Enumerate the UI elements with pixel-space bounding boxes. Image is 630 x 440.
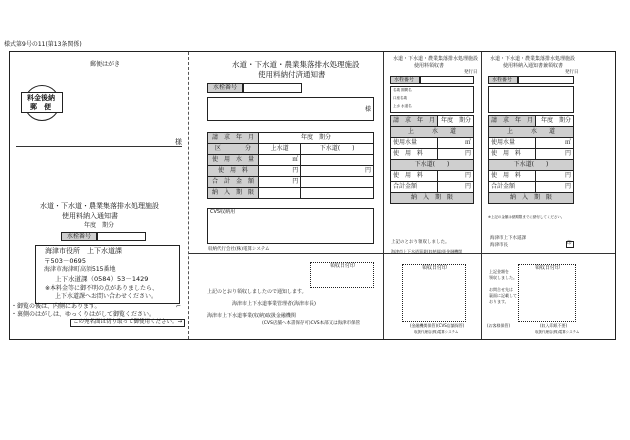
- row-label: 合 計 金 額: [208, 177, 259, 188]
- table-row: [489, 171, 574, 182]
- issuer: 海津市役所 上下水道課: [45, 247, 122, 255]
- pay-stamp-box: [518, 264, 576, 322]
- row-label: 使 用 料: [391, 149, 438, 160]
- slip-small-3: 上水 水道名: [393, 104, 412, 108]
- postcard-label: 郵便はがき: [90, 61, 121, 68]
- row-label: 上 水 道: [391, 127, 474, 138]
- row-value-2: 円: [301, 166, 374, 177]
- table-row: [391, 193, 474, 204]
- paid-note-2: 海津市上下水道事業管理者(海津市長): [232, 301, 316, 307]
- slip-issued: 発行日: [464, 70, 478, 75]
- row-value-2: [301, 188, 374, 199]
- pay-issued: 発行日: [565, 70, 579, 75]
- agent: 収納代行会社(株)電算システム: [208, 247, 270, 252]
- row-label: 使 用 水 量: [208, 155, 259, 166]
- pay-meter-value: [518, 76, 574, 84]
- payee-sub: 海津市長: [490, 243, 508, 248]
- table-row: [391, 171, 474, 182]
- postage-line1: 料金後納: [27, 94, 55, 102]
- row-label: 使用水量: [489, 138, 536, 149]
- cut-notice: この宛名面は切り取って御使用ください。→: [73, 319, 183, 325]
- row-label: 使 用 料: [489, 149, 536, 160]
- notice-period: 年度 期分: [84, 222, 115, 229]
- slip-title-2: 使用料領収書: [414, 63, 445, 69]
- address: 海津市海津町高須515番地: [44, 266, 116, 273]
- row-label: 区 分: [208, 144, 259, 155]
- slip-small-2: 口座名義: [393, 96, 407, 100]
- notice-line2: 上下水道課へお問い合わせください。: [55, 293, 158, 300]
- row-label: 請 求 年 月: [391, 116, 438, 127]
- pay-stamp-note: ※上記の金額は納期限までに納付してください。: [488, 215, 565, 219]
- table-row: [489, 193, 574, 204]
- row-value: ㎥: [259, 155, 301, 166]
- table-row: [489, 138, 574, 149]
- pay-title-2: 使用料納入通知書兼領収書: [503, 63, 564, 69]
- row-value-2: [301, 155, 374, 166]
- row-label: 合計金額: [391, 182, 438, 193]
- row-value: 円: [438, 182, 474, 193]
- table-row: [391, 160, 474, 171]
- slip-received: 上記のとおり領収しました。: [391, 240, 450, 245]
- bullet-2: ・裏側のはがしは、ゆっくりはがして御覧ください。: [11, 311, 155, 318]
- pay-footer-3: 取扱代理店(株)電算システム: [535, 330, 580, 334]
- row-label: 請 求 年 月: [489, 116, 536, 127]
- notice-title-2: 使用料納入通知書: [62, 212, 118, 220]
- pay-receipt-note-4: 裏面に記載して: [489, 293, 517, 298]
- table-row: [208, 166, 374, 177]
- pay-footer-2: (収入印紙不要): [540, 323, 568, 328]
- paid-meter-label: 水栓番号: [213, 84, 238, 91]
- table-row: [391, 138, 474, 149]
- paid-meter-value: [243, 83, 302, 93]
- row-value: 円: [536, 149, 574, 160]
- postcard-sama: 様: [175, 138, 182, 146]
- pay-receipt-note-5: おります。: [489, 299, 509, 304]
- perforation-1: [188, 52, 189, 339]
- table-row: [489, 160, 574, 171]
- row-value: [259, 188, 301, 199]
- row-value-2: [301, 177, 374, 188]
- row-value-2: 下水道( ): [301, 144, 374, 155]
- pay-receipt-note-2: 領収しました。: [489, 275, 517, 280]
- address-line: [16, 146, 182, 147]
- row-label: 使 用 料: [489, 171, 536, 182]
- notice-meter-label: 水栓番号: [67, 233, 92, 240]
- slip-footer: (金融機関保管)(CVS店舗保管): [410, 323, 465, 328]
- slip-footer-2: 取扱代理店(株)電算システム: [414, 330, 459, 334]
- row-value: 年度 期分: [259, 133, 374, 144]
- postal-code: 〒503－0695: [44, 257, 86, 265]
- paid-title-2: 使用料納付済通知書: [258, 70, 326, 79]
- row-label: 請 求 年 月: [208, 133, 259, 144]
- row-label: 使 用 料: [208, 166, 259, 177]
- table-row: [391, 149, 474, 160]
- cvs-label: CVS収納用: [210, 209, 236, 215]
- table-row: [489, 182, 574, 193]
- row-label: 下水道( ): [391, 160, 474, 171]
- table-row: [489, 116, 574, 127]
- row-label: 下水道( ): [489, 160, 574, 171]
- row-value: 円: [438, 171, 474, 182]
- seal-label: 印: [567, 241, 572, 246]
- form-label: 様式第9号の11(第13条関係): [4, 41, 82, 48]
- row-label: 使用水量: [391, 138, 438, 149]
- pay-meter-label: 水栓番号: [492, 77, 513, 83]
- slip-meter-label: 水栓番号: [394, 77, 415, 83]
- bullet-1: ・御覧の後は、内側にあります。: [11, 303, 101, 310]
- notice-line1: ※本料金等に御不明の点がありましたら、: [45, 285, 159, 292]
- notice-meter-value: [97, 232, 146, 241]
- row-value: 年度 期分: [536, 116, 574, 127]
- paid-note-3: 海津市上下水道事業(収納)取扱金融機関: [207, 313, 296, 319]
- row-label: 使 用 料: [391, 171, 438, 182]
- bracket-mark: ⌐: [176, 303, 182, 310]
- slip-small-1: 名義 期間名: [393, 88, 412, 92]
- row-value: 円: [259, 177, 301, 188]
- row-label: 納 入 期 限: [489, 193, 574, 204]
- table-row: [208, 144, 374, 155]
- payee: 海津市上下水道課: [490, 236, 526, 241]
- slip-table: [390, 115, 474, 204]
- table-row: [489, 127, 574, 138]
- row-value: 円: [536, 182, 574, 193]
- paid-sama: 様: [365, 106, 372, 113]
- slip-stamp-box: [402, 264, 466, 322]
- paid-address-box: [207, 97, 374, 121]
- row-label: 納 入 期 限: [391, 193, 474, 204]
- row-value: 円: [438, 149, 474, 160]
- table-row: [208, 177, 374, 188]
- slip-meter-value: [420, 76, 474, 84]
- table-row: [391, 116, 474, 127]
- row-label: 納 入 期 限: [208, 188, 259, 199]
- pay-footer-1: (お客様保管): [487, 323, 511, 328]
- slip-stamp-label: 領収日付印: [422, 265, 448, 271]
- postage-line2: 郵 便: [30, 103, 51, 111]
- divider-3: [481, 52, 482, 339]
- row-value: ㎥: [438, 138, 474, 149]
- row-value: 上水道: [259, 144, 301, 155]
- pay-stamp-label: 領収日付印: [535, 265, 561, 271]
- phone: 上下水道課（0584）53－1429: [55, 275, 149, 283]
- table-row: [391, 127, 474, 138]
- pay-table: [488, 115, 574, 204]
- pay-receipt-note-1: 上記金額を: [489, 269, 509, 274]
- paid-note-1: 上記のとおり領収しましたので通知します。: [207, 289, 307, 295]
- table-row: [489, 149, 574, 160]
- pay-receipt-note-3: お問合せ先は: [489, 287, 513, 292]
- notice-title-1: 水道・下水道・農業集落排水処理施設: [40, 202, 159, 210]
- slip-title-1: 水道・下水道・農業集落排水処理施設: [393, 56, 479, 62]
- paid-title-1: 水道・下水道・農業集落排水処理施設: [232, 60, 360, 69]
- row-value: 円: [536, 171, 574, 182]
- row-value: 円: [259, 166, 301, 177]
- row-value: 年度 期分: [438, 116, 474, 127]
- row-value: ㎥: [536, 138, 574, 149]
- paid-table: [207, 132, 374, 199]
- pay-title-1: 水道・下水道・農業集落排水処理施設: [490, 56, 576, 62]
- table-row: [391, 182, 474, 193]
- paid-note-4: (CVS店舗へ本書保存可)CVS本部又は海津市保管: [262, 321, 361, 326]
- pay-address-box: [488, 86, 574, 113]
- table-row: [208, 155, 374, 166]
- row-label: 上 水 道: [489, 127, 574, 138]
- table-row: [208, 188, 374, 199]
- divider-2: [383, 52, 384, 339]
- paid-stamp-label: 領収日付印: [330, 263, 356, 269]
- table-row: [208, 133, 374, 144]
- row-label: 合計金額: [489, 182, 536, 193]
- slip-receiver: 海津市上下水道事業(収納)取扱金融機関: [391, 249, 463, 254]
